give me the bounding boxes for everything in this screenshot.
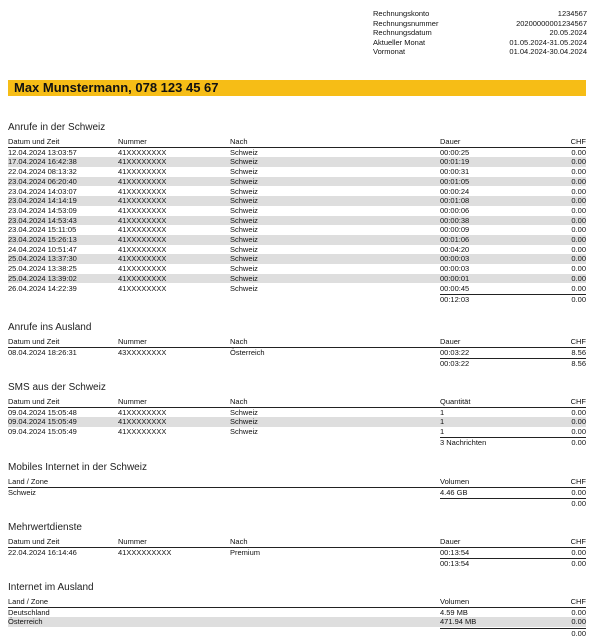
table-row-cell: 41XXXXXXXX bbox=[118, 283, 167, 293]
table-row-cell: 1 bbox=[440, 417, 445, 427]
table-row-cell: 0.00 bbox=[571, 186, 586, 196]
table-header-cell: Datum und Zeit bbox=[8, 137, 60, 146]
table-row-cell: 00:01:08 bbox=[440, 196, 470, 206]
table-row-cell: Schweiz bbox=[230, 235, 258, 244]
section-title: Mehrwertdienste bbox=[8, 522, 82, 533]
table-row-cell: 41XXXXXXXX bbox=[118, 196, 167, 206]
table-row-cell: Premium bbox=[230, 547, 261, 557]
table-row-cell: Schweiz bbox=[8, 487, 36, 497]
table-row-cell: 41XXXXXXXX bbox=[118, 235, 167, 244]
table-row-cell: Österreich bbox=[8, 617, 43, 627]
table-row bbox=[8, 284, 586, 294]
table-header-cell: Volumen bbox=[440, 477, 470, 486]
account-info-label: Rechnungsnummer bbox=[373, 18, 439, 28]
table-row-cell: 00:03:22 bbox=[440, 347, 470, 357]
account-info-label: Rechnungsdatum bbox=[373, 28, 432, 38]
table-row-cell: 23.04.2024 14:53:09 bbox=[8, 205, 77, 215]
account-info-value: 1234567 bbox=[557, 9, 587, 18]
table-row-cell: 09.04.2024 15:05:49 bbox=[8, 427, 77, 437]
table-row-cell: 41XXXXXXXX bbox=[118, 167, 167, 177]
table-row-cell: 0.00 bbox=[571, 215, 586, 225]
table-row-cell: 0.00 bbox=[571, 487, 586, 497]
table-row-cell: 1 bbox=[440, 427, 445, 437]
total-row-cell: 0.00 bbox=[571, 628, 586, 638]
table-header-cell: CHF bbox=[570, 397, 586, 406]
table-header-cell: Nummer bbox=[118, 397, 147, 406]
account-info-row bbox=[373, 47, 587, 57]
table-row bbox=[8, 206, 586, 216]
table-row-cell: 41XXXXXXXX bbox=[118, 427, 167, 437]
table-header-cell: Nummer bbox=[118, 537, 147, 546]
table-row-cell: Schweiz bbox=[230, 205, 258, 215]
account-info-label: Aktueller Monat bbox=[373, 37, 426, 47]
table-row-cell: 0.00 bbox=[571, 283, 586, 293]
total-row-cell: 0.00 bbox=[571, 558, 586, 568]
table-row-cell: 4.59 MB bbox=[440, 607, 468, 617]
table-row-cell: 0.00 bbox=[571, 273, 586, 283]
table-row-cell: 0.00 bbox=[571, 254, 586, 264]
table-row-cell: 41XXXXXXXX bbox=[118, 244, 167, 254]
table-row-cell: Schweiz bbox=[230, 417, 258, 427]
table-header-cell: Datum und Zeit bbox=[8, 537, 60, 546]
total-row-cell: 0.00 bbox=[571, 294, 586, 304]
table-row-cell: 0.00 bbox=[571, 427, 586, 437]
section-title: SMS aus der Schweiz bbox=[8, 382, 106, 393]
customer-banner bbox=[8, 80, 586, 96]
table-row-cell: 08.04.2024 18:26:31 bbox=[8, 347, 77, 357]
table-row bbox=[8, 225, 586, 235]
table-header-cell: Nummer bbox=[118, 137, 147, 146]
table-row-cell: Schweiz bbox=[230, 273, 258, 283]
table-row-cell: Schweiz bbox=[230, 427, 258, 437]
table-header-cell: CHF bbox=[570, 597, 586, 606]
account-info-row bbox=[373, 28, 587, 38]
total-row-cell: 0.00 bbox=[571, 438, 586, 448]
total-row-cell: 0.00 bbox=[571, 498, 586, 508]
table-row-cell: 41XXXXXXXX bbox=[118, 225, 167, 235]
total-row-cell: 3 Nachrichten bbox=[440, 438, 487, 448]
table-row-cell: 00:13:54 bbox=[440, 547, 470, 557]
table-header-cell: CHF bbox=[570, 337, 586, 346]
table-row-cell: 00:01:19 bbox=[440, 157, 470, 167]
table-row-cell: 41XXXXXXXX bbox=[118, 264, 167, 274]
table-header-cell: Dauer bbox=[440, 337, 461, 346]
table-row-cell: 0.00 bbox=[571, 264, 586, 274]
table-row-cell: 00:00:24 bbox=[440, 186, 470, 196]
table-row-cell: 0.00 bbox=[571, 235, 586, 244]
table-row bbox=[8, 408, 586, 418]
table-row-cell: 0.00 bbox=[571, 407, 586, 417]
total-row-cell: 00:03:22 bbox=[440, 358, 470, 368]
table-header-cell: Datum und Zeit bbox=[8, 337, 60, 346]
table-row bbox=[8, 245, 586, 255]
table-row-cell: 41XXXXXXXX bbox=[118, 254, 167, 264]
table-row-cell: 41XXXXXXXX bbox=[118, 205, 167, 215]
table-row-cell: Schweiz bbox=[230, 176, 258, 186]
table-row-cell: 00:00:06 bbox=[440, 205, 470, 215]
table-row-cell: Deutschland bbox=[8, 607, 50, 617]
table-row-cell: 0.00 bbox=[571, 147, 586, 157]
table-row-cell: 00:00:31 bbox=[440, 167, 470, 177]
table-row-cell: Schweiz bbox=[230, 167, 258, 177]
account-info-value: 20200000001234567 bbox=[516, 18, 587, 28]
table-header-cell: CHF bbox=[570, 137, 586, 146]
table-row-cell: 24.04.2024 10:51:47 bbox=[8, 244, 77, 254]
table-row-cell: Schweiz bbox=[230, 215, 258, 225]
table-row-cell: Österreich bbox=[230, 347, 265, 357]
table-row-cell: 09.04.2024 15:05:48 bbox=[8, 407, 77, 417]
table-row bbox=[8, 488, 586, 498]
table-header-cell: Dauer bbox=[440, 137, 461, 146]
table-header bbox=[8, 397, 586, 408]
table-header bbox=[8, 537, 586, 548]
table-row-cell: 43XXXXXXXX bbox=[118, 347, 167, 357]
table-row-cell: 41XXXXXXXX bbox=[118, 407, 167, 417]
section-title: Mobiles Internet in der Schweiz bbox=[8, 462, 147, 473]
table-row-cell: 4.46 GB bbox=[440, 487, 468, 497]
total-row bbox=[8, 559, 586, 569]
table-row-cell: 41XXXXXXXX bbox=[118, 273, 167, 283]
table-header-cell: CHF bbox=[570, 537, 586, 546]
account-info-value: 20.05.2024 bbox=[549, 28, 587, 38]
table-row-cell: 41XXXXXXXX bbox=[118, 157, 167, 167]
section-title: Anrufe in der Schweiz bbox=[8, 122, 106, 133]
table-row-cell: 22.04.2024 08:13:32 bbox=[8, 167, 77, 177]
account-info-label: Rechnungskonto bbox=[373, 9, 430, 18]
table-row-cell: Schweiz bbox=[230, 244, 258, 254]
table-row-cell: Schweiz bbox=[230, 225, 258, 235]
table-row bbox=[8, 148, 586, 158]
table-row-cell: 26.04.2024 14:22:39 bbox=[8, 283, 77, 293]
account-info-value: 01.05.2024-31.05.2024 bbox=[509, 37, 587, 47]
table-row-cell: 00:00:38 bbox=[440, 215, 470, 225]
table-row-cell: 09.04.2024 15:05:49 bbox=[8, 417, 77, 427]
table-header bbox=[8, 137, 586, 148]
account-info-row bbox=[373, 38, 587, 48]
table-row-cell: 41XXXXXXXXX bbox=[118, 547, 172, 557]
account-info-label: Vormonat bbox=[373, 47, 406, 57]
table-row bbox=[8, 157, 586, 167]
table-header bbox=[8, 477, 586, 488]
table-row-cell: 23.04.2024 06:20:40 bbox=[8, 176, 77, 186]
table-row bbox=[8, 427, 586, 437]
table-row bbox=[8, 548, 586, 558]
table-row-cell: 25.04.2024 13:38:25 bbox=[8, 264, 77, 274]
table-row-cell: 00:00:25 bbox=[440, 147, 470, 157]
table-row-cell: 0.00 bbox=[571, 196, 586, 206]
section-title: Internet im Ausland bbox=[8, 582, 94, 593]
table-row bbox=[8, 167, 586, 177]
table-row bbox=[8, 274, 586, 284]
table-row-cell: Schweiz bbox=[230, 407, 258, 417]
table-row-cell: 0.00 bbox=[571, 176, 586, 186]
table-header-cell: CHF bbox=[570, 477, 586, 486]
table-header-cell: Datum und Zeit bbox=[8, 397, 60, 406]
table-header-cell: Nach bbox=[230, 337, 248, 346]
total-row bbox=[8, 359, 586, 369]
customer-name: Max Munstermann, 078 123 45 67 bbox=[14, 80, 219, 95]
table-row bbox=[8, 608, 586, 618]
table-header bbox=[8, 337, 586, 348]
table-row-cell: 00:04:20 bbox=[440, 244, 470, 254]
table-row-cell: Schweiz bbox=[230, 196, 258, 206]
table-row-cell: 23.04.2024 14:14:19 bbox=[8, 196, 77, 206]
table-row-cell: 8.56 bbox=[571, 347, 586, 357]
table-row-cell: 471.94 MB bbox=[440, 617, 477, 627]
table-row-cell: 0.00 bbox=[571, 205, 586, 215]
table-row bbox=[8, 196, 586, 206]
table-row bbox=[8, 617, 586, 627]
table-row-cell: 0.00 bbox=[571, 157, 586, 167]
table-row-cell: 41XXXXXXXX bbox=[118, 417, 167, 427]
table-row-cell: 23.04.2024 15:26:13 bbox=[8, 235, 77, 244]
total-row bbox=[8, 499, 586, 509]
table-row bbox=[8, 216, 586, 226]
table-row-cell: 00:00:45 bbox=[440, 283, 470, 293]
table-row bbox=[8, 177, 586, 187]
table-row-cell: 00:00:03 bbox=[440, 254, 470, 264]
table-row-cell: 25.04.2024 13:39:02 bbox=[8, 273, 77, 283]
table-row-cell: 00:01:06 bbox=[440, 235, 470, 244]
table-row bbox=[8, 235, 586, 245]
table-row bbox=[8, 264, 586, 274]
account-info bbox=[373, 9, 587, 57]
table-row-cell: 00:00:01 bbox=[440, 273, 470, 283]
total-row bbox=[8, 438, 586, 448]
table-row bbox=[8, 417, 586, 427]
table-row-cell: 41XXXXXXXX bbox=[118, 215, 167, 225]
table-header-cell: Quantität bbox=[440, 397, 471, 406]
table-row-cell: 0.00 bbox=[571, 417, 586, 427]
table-row-cell: 00:01:05 bbox=[440, 176, 470, 186]
table-row-cell: 12.04.2024 13:03:57 bbox=[8, 147, 77, 157]
table-row-cell: Schweiz bbox=[230, 283, 258, 293]
table-header-cell: Nach bbox=[230, 537, 248, 546]
table-row-cell: 41XXXXXXXX bbox=[118, 176, 167, 186]
table-row-cell: 17.04.2024 16:42:38 bbox=[8, 157, 77, 167]
account-info-row bbox=[373, 19, 587, 29]
total-row-cell: 00:13:54 bbox=[440, 558, 470, 568]
table-header-cell: Nummer bbox=[118, 337, 147, 346]
table-row-cell: Schweiz bbox=[230, 147, 258, 157]
table-row-cell: Schweiz bbox=[230, 157, 258, 167]
table-row bbox=[8, 187, 586, 197]
table-row-cell: 22.04.2024 16:14:46 bbox=[8, 547, 77, 557]
account-info-value: 01.04.2024-30.04.2024 bbox=[509, 47, 587, 57]
table-row-cell: Schweiz bbox=[230, 186, 258, 196]
table-row-cell: 0.00 bbox=[571, 167, 586, 177]
table-header-cell: Dauer bbox=[440, 537, 461, 546]
total-row-cell: 8.56 bbox=[571, 358, 586, 368]
table-header-cell: Land / Zone bbox=[8, 597, 49, 606]
table-row-cell: 0.00 bbox=[571, 225, 586, 235]
table-row-cell: 0.00 bbox=[571, 617, 586, 627]
table-row-cell: 1 bbox=[440, 407, 445, 417]
table-row-cell: 25.04.2024 13:37:30 bbox=[8, 254, 77, 264]
table-row-cell: 0.00 bbox=[571, 244, 586, 254]
table-row-cell: 0.00 bbox=[571, 547, 586, 557]
total-row-cell: 00:12:03 bbox=[440, 294, 470, 304]
table-row-cell: 00:00:09 bbox=[440, 225, 470, 235]
table-row-cell: Schweiz bbox=[230, 254, 258, 264]
table-header-cell: Nach bbox=[230, 137, 248, 146]
table-row-cell: 41XXXXXXXX bbox=[118, 186, 167, 196]
table-row bbox=[8, 254, 586, 264]
table-row-cell: 41XXXXXXXX bbox=[118, 147, 167, 157]
table-row-cell: 23.04.2024 15:11:05 bbox=[8, 225, 77, 235]
table-header-cell: Nach bbox=[230, 397, 248, 406]
table-row-cell: Schweiz bbox=[230, 264, 258, 274]
table-row-cell: 0.00 bbox=[571, 607, 586, 617]
total-row bbox=[8, 629, 586, 639]
account-info-row bbox=[373, 9, 587, 19]
table-row-cell: 23.04.2024 14:03:07 bbox=[8, 186, 77, 196]
table-header bbox=[8, 597, 586, 608]
table-header-cell: Volumen bbox=[440, 597, 470, 606]
table-header-cell: Land / Zone bbox=[8, 477, 49, 486]
table-row-cell: 23.04.2024 14:53:43 bbox=[8, 215, 77, 225]
section-title: Anrufe ins Ausland bbox=[8, 322, 92, 333]
total-row bbox=[8, 295, 586, 305]
table-row-cell: 00:00:03 bbox=[440, 264, 470, 274]
table-row bbox=[8, 348, 586, 358]
